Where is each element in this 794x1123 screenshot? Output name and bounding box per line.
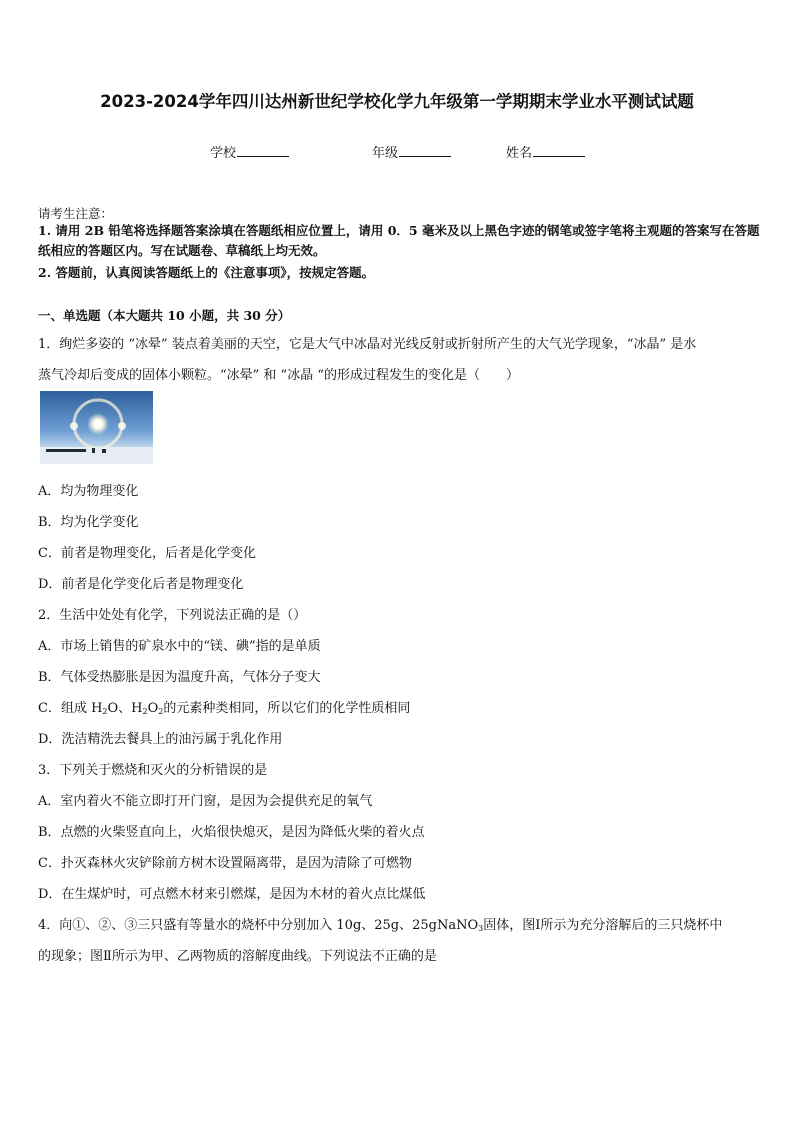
q3-option-d: D．在生煤炉时，可点燃木材来引燃煤，是因为木材的着火点比煤低 [38, 887, 426, 902]
ice-halo-photo [40, 391, 153, 464]
q2-option-c-post: 的元素种类相同，所以它们的化学性质相同 [163, 701, 411, 716]
q1-stem-line1: 1．绚烂多姿的 “冰晕” 装点着美丽的天空，它是大气中冰晶对光线反射或折射所产生的大气光学现象，“冰晶” 是水 [38, 337, 697, 352]
grade-label: 年级 [372, 146, 399, 161]
q4-stem-post: 固体，图Ⅰ所示为充分溶解后的三只烧杯中 [483, 918, 723, 933]
q4-stem-sub: 3 [478, 924, 484, 933]
name-label: 姓名 [506, 146, 533, 161]
q4-stem-pre: 4．向①、②、③三只盛有等量水的烧杯中分别加入 10g、25g、25gNaNO [38, 918, 479, 933]
q3-option-a: A．室内着火不能立即打开门窗，是因为会提供充足的氧气 [38, 794, 373, 809]
q2-option-b: B．气体受热膨胀是因为温度升高，气体分子变大 [38, 670, 321, 685]
q1-option-a: A．均为物理变化 [38, 484, 139, 499]
q4-stem-line1 [38, 914, 760, 933]
school-label: 学校 [210, 146, 237, 161]
q2-option-c-sub3: 2 [158, 707, 164, 716]
grade-blank [399, 144, 451, 157]
q2-option-c-sub1: 2 [102, 707, 108, 716]
q2-option-d: D．洗洁精洗去餐具上的油污属于乳化作用 [38, 732, 283, 747]
q1-stem-line2: 蒸气冷却后变成的固体小颗粒。“冰晕” 和 “冰晶 “的形成过程发生的变化是（ ） [38, 368, 519, 383]
section-heading: 一、单选题（本大题共 10 小题，共 30 分） [38, 308, 291, 323]
q2-option-c-mid2: O [147, 701, 159, 716]
q1-option-d: D．前者是化学变化后者是物理变化 [38, 577, 244, 592]
school-field [210, 142, 289, 161]
q3-option-b: B．点燃的火柴竖直向上，火焰很快熄灭，是因为降低火柴的着火点 [38, 825, 425, 840]
q3-stem: 3．下列关于燃烧和灭火的分析错误的是 [38, 763, 268, 778]
name-blank [533, 144, 585, 157]
q2-option-c-mid1: O、H [107, 701, 143, 716]
q2-option-c-sub2: 2 [142, 707, 148, 716]
notice-heading: 请考生注意： [38, 206, 114, 221]
q1-option-b: B．均为化学变化 [38, 515, 139, 530]
halo-image [40, 391, 153, 464]
q2-option-c [38, 697, 760, 716]
q2-option-a: A．市场上销售的矿泉水中的“镁、碘”指的是单质 [38, 639, 321, 654]
q1-option-c: C．前者是物理变化，后者是化学变化 [38, 546, 256, 561]
grade-field [372, 142, 451, 161]
notice-item-2: 2. 答题前，认真阅读答题纸上的《注意事项》，按规定答题。 [38, 265, 375, 280]
name-field [506, 142, 585, 161]
q3-option-c: C．扑灭森林火灾铲除前方树木设置隔离带，是因为清除了可燃物 [38, 856, 412, 871]
exam-title: 2023-2024学年四川达州新世纪学校化学九年级第一学期期末学业水平测试试题 [100, 92, 694, 111]
q2-stem: 2．生活中处处有化学，下列说法正确的是（） [38, 608, 307, 623]
q2-option-c-pre: C．组成 H [38, 701, 103, 716]
q4-stem-line2: 的现象；图Ⅱ所示为甲、乙两物质的溶解度曲线。下列说法不正确的是 [38, 949, 437, 964]
school-blank [237, 144, 289, 157]
notice-item-1: 1. 请用 2B 铅笔将选择题答案涂填在答题纸相应位置上，请用 0．5 毫米及以上黑色字迹的钢笔或签字笔将主观题的答案写在答题纸相应的答题区内。写在试题卷、草稿纸上均无效。 [38, 223, 760, 258]
